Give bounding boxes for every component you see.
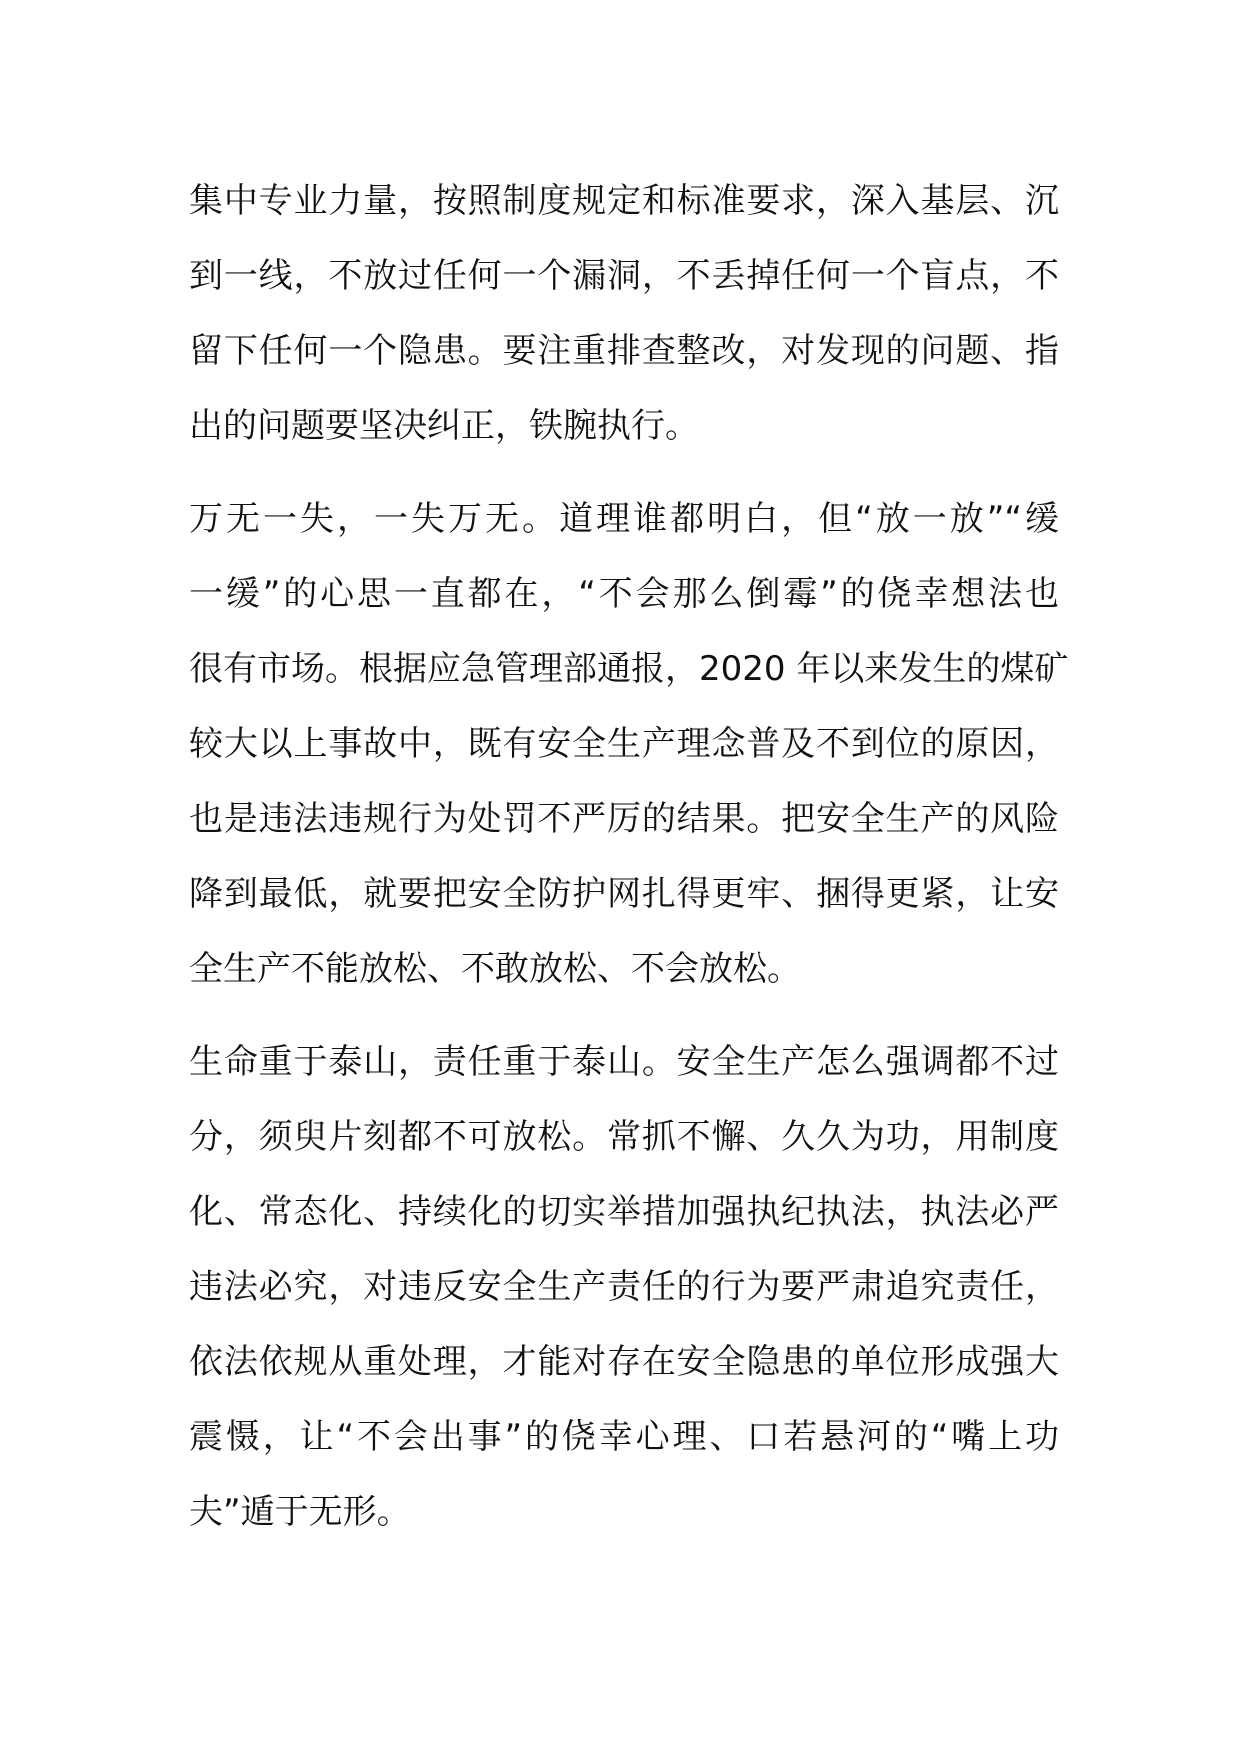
document-body (189, 164, 1069, 1550)
text-line: 也是违法违规行为处罚不严厉的结果。把安全生产的风险 (189, 799, 1059, 839)
text-line: 分，须臾片刻都不可放松。常抓不懈、久久为功，用制度 (189, 1117, 1059, 1157)
text-line: 万无一失，一失万无。道理谁都明白，但“放一放”“缓 (189, 499, 1059, 539)
text-line: 出的问题要坚决纠正，铁腕执行。 (189, 406, 699, 446)
paragraph-spacer (189, 1007, 1059, 1025)
text-line: 到一线，不放过任何一个漏洞，不丢掉任何一个盲点，不 (189, 256, 1059, 296)
text-line: 化、常态化、持续化的切实举措加强执纪执法，执法必严 (189, 1192, 1059, 1232)
text-line: 震慑，让“不会出事”的侥幸心理、口若悬河的“嘴上功 (189, 1417, 1059, 1457)
paragraph-spacer (189, 464, 1059, 482)
text-line: 依法依规从重处理，才能对存在安全隐患的单位形成强大 (189, 1342, 1059, 1382)
paragraph-3 (189, 1025, 1059, 1550)
text-line: 违法必究，对违反安全生产责任的行为要严肃追究责任， (189, 1267, 1059, 1307)
paragraph-1 (189, 164, 1059, 464)
text-line: 较大以上事故中，既有安全生产理念普及不到位的原因， (189, 724, 1059, 764)
text-line: 集中专业力量，按照制度规定和标准要求，深入基层、沉 (189, 181, 1059, 221)
text-line: 一缓”的心思一直都在，“不会那么倒霉”的侥幸想法也 (189, 574, 1059, 614)
text-line: 留下任何一个隐患。要注重排查整改，对发现的问题、指 (189, 331, 1059, 371)
text-line: 生命重于泰山，责任重于泰山。安全生产怎么强调都不过 (189, 1042, 1059, 1082)
text-line: 全生产不能放松、不敢放松、不会放松。 (189, 949, 801, 989)
text-line: 很有市场。根据应急管理部通报，2020 年以来发生的煤矿 (189, 649, 1069, 689)
paragraph-2 (189, 482, 1069, 1007)
text-line: 夫”遁于无形。 (189, 1492, 411, 1532)
text-line: 降到最低，就要把安全防护网扎得更牢、捆得更紧，让安 (189, 874, 1059, 914)
